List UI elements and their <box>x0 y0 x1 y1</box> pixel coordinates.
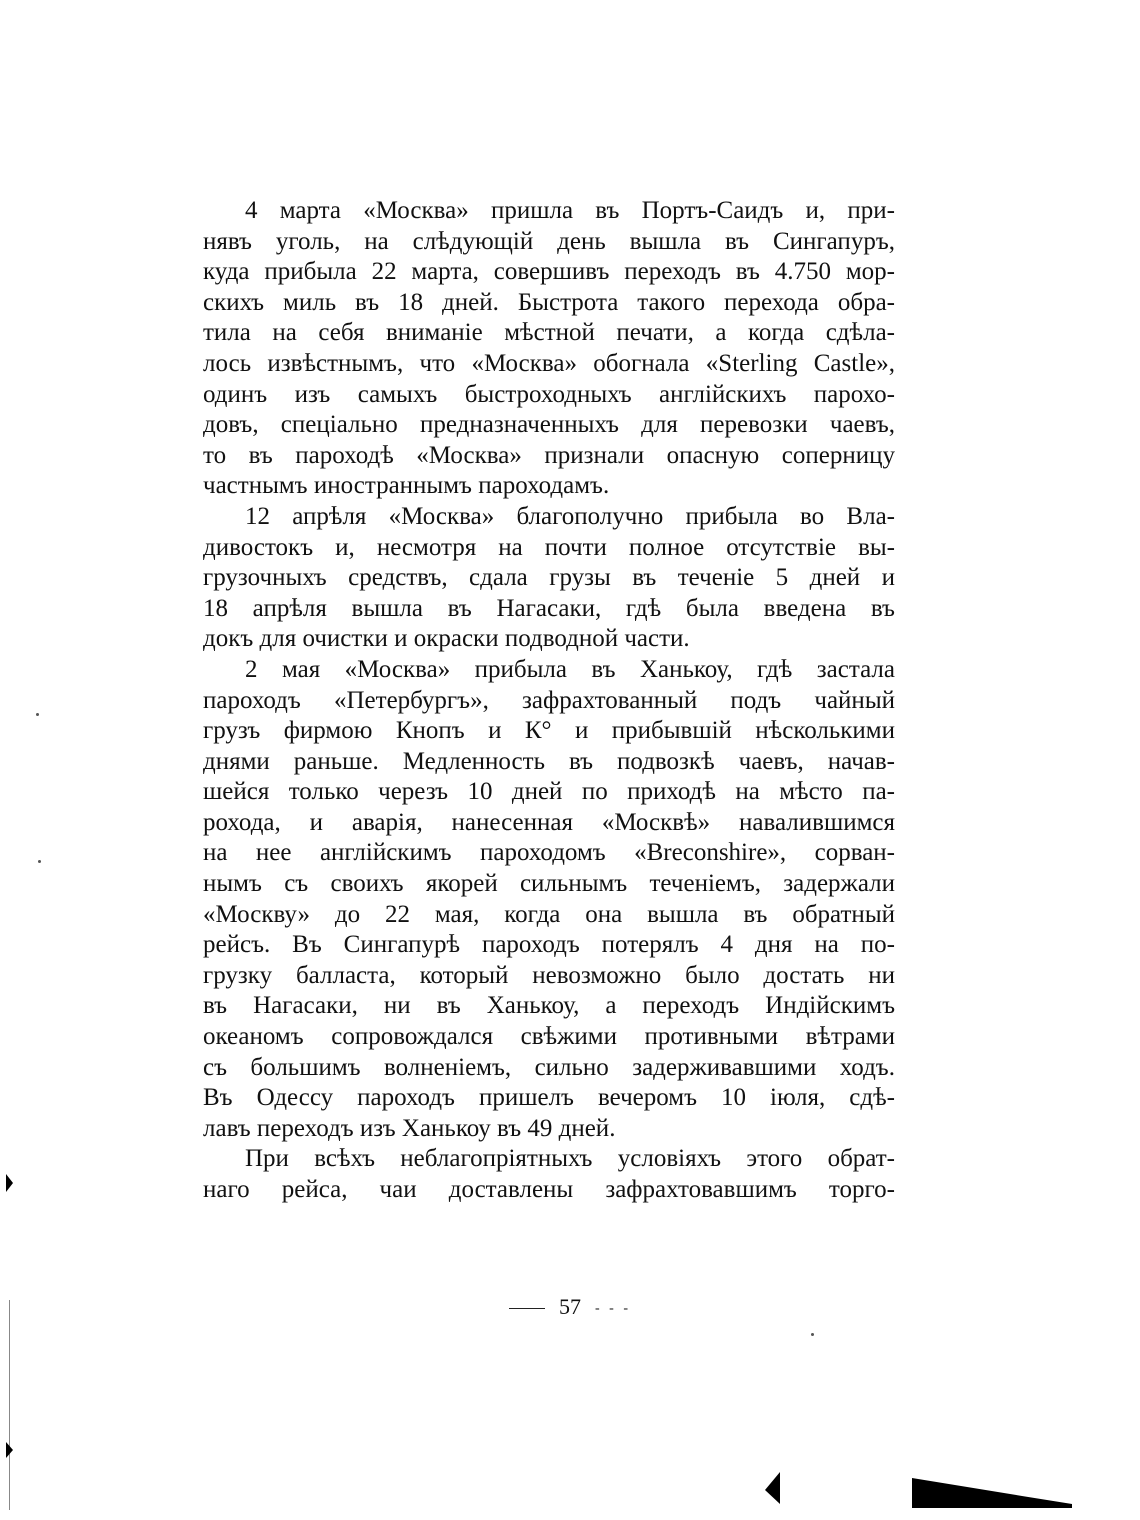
text-line: докъ для очистки и окраски подводной части. <box>203 625 690 653</box>
body-text <box>203 196 895 1206</box>
scan-speck <box>811 1333 814 1336</box>
text-line: грузку балласта, который невозможно было достать ни <box>203 961 895 989</box>
footer-rule-left <box>509 1308 545 1309</box>
page-number: 57 <box>559 1294 581 1319</box>
text-line: 18 апрѣля вышла въ Нагасаки, гдѣ была введена въ <box>203 594 895 622</box>
scan-edge-mark <box>4 1440 14 1460</box>
paragraph-1 <box>203 196 895 502</box>
text-line: съ большимъ волненіемъ, сильно задерживавшими ходъ. <box>203 1053 895 1081</box>
text-line: скихъ миль въ 18 дней. Быстрота такого перехода обра- <box>203 288 895 316</box>
text-line: При всѣхъ неблагопріятныхъ условіяхъ этого обрат- <box>245 1145 895 1173</box>
text-line: рохода, и аварія, нанесенная «Москвѣ» навалившимся <box>203 808 895 836</box>
text-line: 12 апрѣля «Москва» благополучно прибыла во Вла- <box>245 502 895 530</box>
text-line: куда прибыла 22 марта, совершивъ переходъ въ 4.750 мор- <box>203 258 895 286</box>
text-line: грузъ фирмою Кнопъ и К° и прибывшій нѣсколькими <box>203 717 895 745</box>
paragraph-2 <box>203 502 895 655</box>
paragraph-4 <box>203 1144 895 1205</box>
text-line: лось извѣстнымъ, что «Москва» обогнала «Sterling Castle», <box>203 349 895 377</box>
text-line: «Москву» до 22 мая, когда она вышла въ обратный <box>203 900 895 928</box>
text-line: рейсъ. Въ Сингапурѣ пароходъ потерялъ 4 дня на по- <box>203 931 895 959</box>
text-line: днями раньше. Медленность въ подвозкѣ чаевъ, начав- <box>203 747 895 775</box>
scan-edge-line <box>9 1300 10 1510</box>
paragraph-3 <box>203 655 895 1145</box>
scan-edge-mark <box>4 1172 14 1194</box>
text-line: шейся только черезъ 10 дней по приходѣ на мѣсто па- <box>203 778 895 806</box>
footer-rule-right: - - - <box>595 1300 631 1316</box>
text-line: тила на себя вниманіе мѣстной печати, а когда сдѣла- <box>203 319 895 347</box>
text-line: лавъ переходъ изъ Ханькоу въ 49 дней. <box>203 1114 616 1142</box>
scan-speck <box>36 713 39 716</box>
text-line: частнымъ иностраннымъ пароходамъ. <box>203 472 610 500</box>
text-line: то въ пароходѣ «Москва» признали опасную соперницу <box>203 441 895 469</box>
text-line: океаномъ сопровождался свѣжими противными вѣтрами <box>203 1023 895 1051</box>
text-line: грузочныхъ средствъ, сдала грузы въ теченіе 5 дней и <box>203 564 895 592</box>
scan-speck <box>38 860 41 863</box>
scan-arrow-mark <box>762 1470 782 1506</box>
text-line: пароходъ «Петербургъ», зафрахтованный подъ чайный <box>203 686 895 714</box>
text-line: дивостокъ и, несмотря на почти полное отсутствіе вы- <box>203 533 895 561</box>
text-line: довъ, спеціально предназначенныхъ для перевозки чаевъ, <box>203 411 895 439</box>
page-footer <box>0 1292 1140 1322</box>
scan-wedge-mark <box>912 1478 1072 1508</box>
text-line: нымъ съ своихъ якорей сильнымъ теченіемъ, задержали <box>203 870 895 898</box>
text-line: въ Нагасаки, ни въ Ханькоу, а переходъ Индійскимъ <box>203 992 895 1020</box>
text-line: нявъ уголь, на слѣдующій день вышла въ Сингапуръ, <box>203 227 895 255</box>
text-line: 2 мая «Москва» прибыла въ Ханькоу, гдѣ застала <box>245 655 895 683</box>
text-line: 4 марта «Москва» пришла въ Портъ-Саидъ и, при- <box>245 197 895 224</box>
text-line: на нее англійскимъ пароходомъ «Breconshire», сорван- <box>203 839 895 867</box>
text-line: Въ Одессу пароходъ пришелъ вечеромъ 10 іюля, сдѣ- <box>203 1084 895 1112</box>
text-line: наго рейса, чаи доставлены зафрахтовавшимъ торго- <box>203 1176 895 1203</box>
text-line: одинъ изъ самыхъ быстроходныхъ англійскихъ парохо- <box>203 380 895 408</box>
